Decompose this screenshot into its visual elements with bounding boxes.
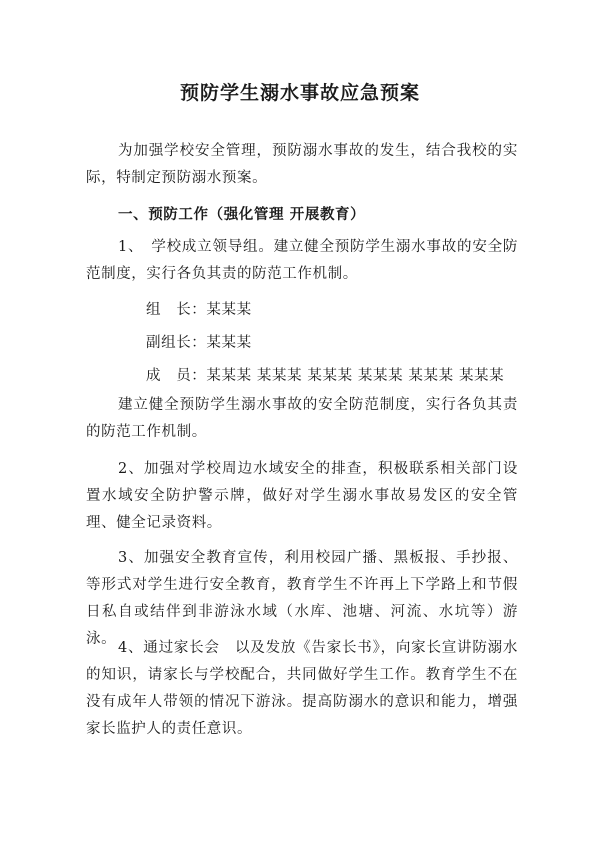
document-title: 预防学生溺水事故应急预案 [179, 82, 420, 104]
item-4-paragraph: 4、通过家长会 以及发放《告家长书》，向家长宣讲防溺水的知识，请家长与学校配合，共同做好学生工作。教育学生不在没有成年人带领的情况下游泳。提高防溺水的意识和能力，增强家长监护人的责任意识。 [86, 640, 518, 737]
item-1-paragraph: 1、 学校成立领导组。建立健全预防学生溺水事故的安全防范制度，实行各负其责的防范工作机制。 [86, 239, 518, 282]
item-2-paragraph: 2、加强对学校周边水域安全的排查，积极联系相关部门设置水域安全防护警示牌，做好对学生溺水事故易发区的安全管理、健全记录资料。 [86, 461, 518, 531]
item-1-continued-paragraph: 建立健全预防学生溺水事故的安全防范制度，实行各负其责的防范工作机制。 [86, 397, 518, 440]
intro-paragraph: 为加强学校安全管理，预防溺水事故的发生，结合我校的实际，特制定预防溺水预案。 [86, 143, 518, 186]
members-line: 成 员：某某某 某某某 某某某 某某某 某某某 某某某 [146, 368, 505, 384]
item-3-paragraph: 3、加强安全教育宣传，利用校园广播、黑板报、手抄报、等形式对学生进行安全教育，教育学生不许再上下学路上和节假日私自或结伴到非游泳水域（水库、池塘、河流、水坑等）游泳。 [86, 550, 518, 647]
leader-line: 组 长：某某某 [146, 302, 252, 318]
section-heading-prevention: 一、预防工作（强化管理 开展教育） [118, 206, 366, 223]
deputy-leader-line: 副组长：某某某 [146, 335, 252, 351]
